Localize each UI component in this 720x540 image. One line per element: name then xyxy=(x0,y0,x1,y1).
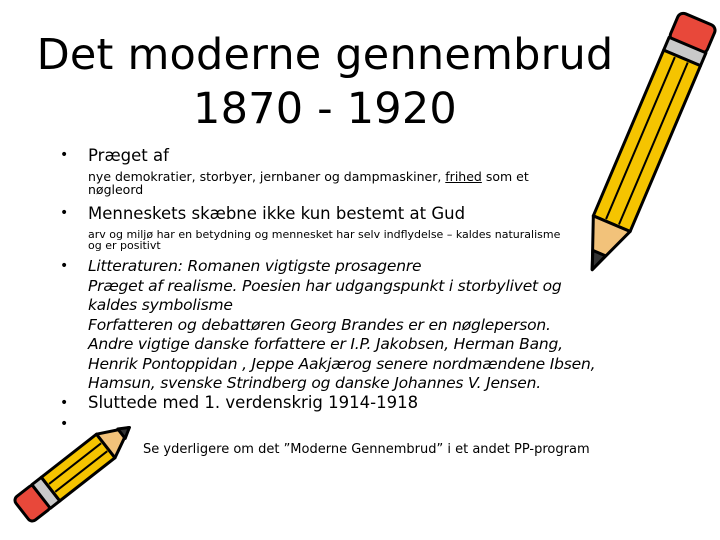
literature-line-1: Litteraturen: Romanen vigtigste prosagenre xyxy=(88,257,422,275)
bullet-1-subtext xyxy=(88,170,529,196)
slide-title xyxy=(30,28,620,136)
bullet-2-subtext xyxy=(88,229,560,251)
bullet-2-heading: Menneskets skæbne ikke kun bestemt at Gud xyxy=(88,204,466,223)
literature-line-3: kaldes symbolisme xyxy=(88,296,233,314)
literature-line-6: Henrik Pontoppidan , Jeppe Aakjærog senere nordmændene Ibsen, xyxy=(88,354,596,373)
bullet-1-heading: Præget af xyxy=(88,146,169,165)
bullet-marker-5: • xyxy=(60,416,69,432)
subtext-part-b: som et xyxy=(481,169,529,184)
subtext-part-a: nye demokratier, storbyer, jernbaner og dampmaskiner, xyxy=(88,169,446,184)
bullet-2-subtext-line-2: og er positivt xyxy=(88,239,161,252)
bullet-marker-1: • xyxy=(60,147,69,163)
pencil-icon-top-right xyxy=(568,0,718,300)
title-line-1: Det moderne gennembrud xyxy=(36,30,614,80)
literature-line-4: Forfatteren og debattøren Georg Brandes er en nøgleperson. xyxy=(88,315,551,334)
bullet-2-subtext-line-1: arv og miljø har en betydning og mennesket har selv indflydelse – kaldes naturalisme xyxy=(88,228,561,241)
see-more-note: Se yderligere om det ”Moderne Gennembrud” i et andet PP-program xyxy=(143,442,590,457)
bullet-marker-4: • xyxy=(60,395,69,411)
bullet-3-literature-block xyxy=(88,257,595,394)
bullet-marker-2: • xyxy=(60,205,69,221)
bullet-1-subtext-line-2: nøgleord xyxy=(88,182,144,197)
bullet-marker-3: • xyxy=(60,258,69,274)
bullet-1-subtext-line-1 xyxy=(88,170,529,183)
pencil-icon-bottom-left xyxy=(0,400,150,540)
bullet-4-heading: Sluttede med 1. verdenskrig 1914-1918 xyxy=(88,393,419,412)
literature-line-7: Hamsun, svenske Strindberg og danske Johannes V. Jensen. xyxy=(88,374,541,392)
literature-line-5: Andre vigtige danske forfattere er I.P. Jakobsen, Herman Bang, xyxy=(88,335,563,353)
underlined-word-frihed: frihed xyxy=(445,169,482,184)
literature-line-2: Præget af realisme. Poesien har udgangspunkt i storbylivet og xyxy=(88,276,562,295)
title-line-2: 1870 - 1920 xyxy=(193,84,457,134)
